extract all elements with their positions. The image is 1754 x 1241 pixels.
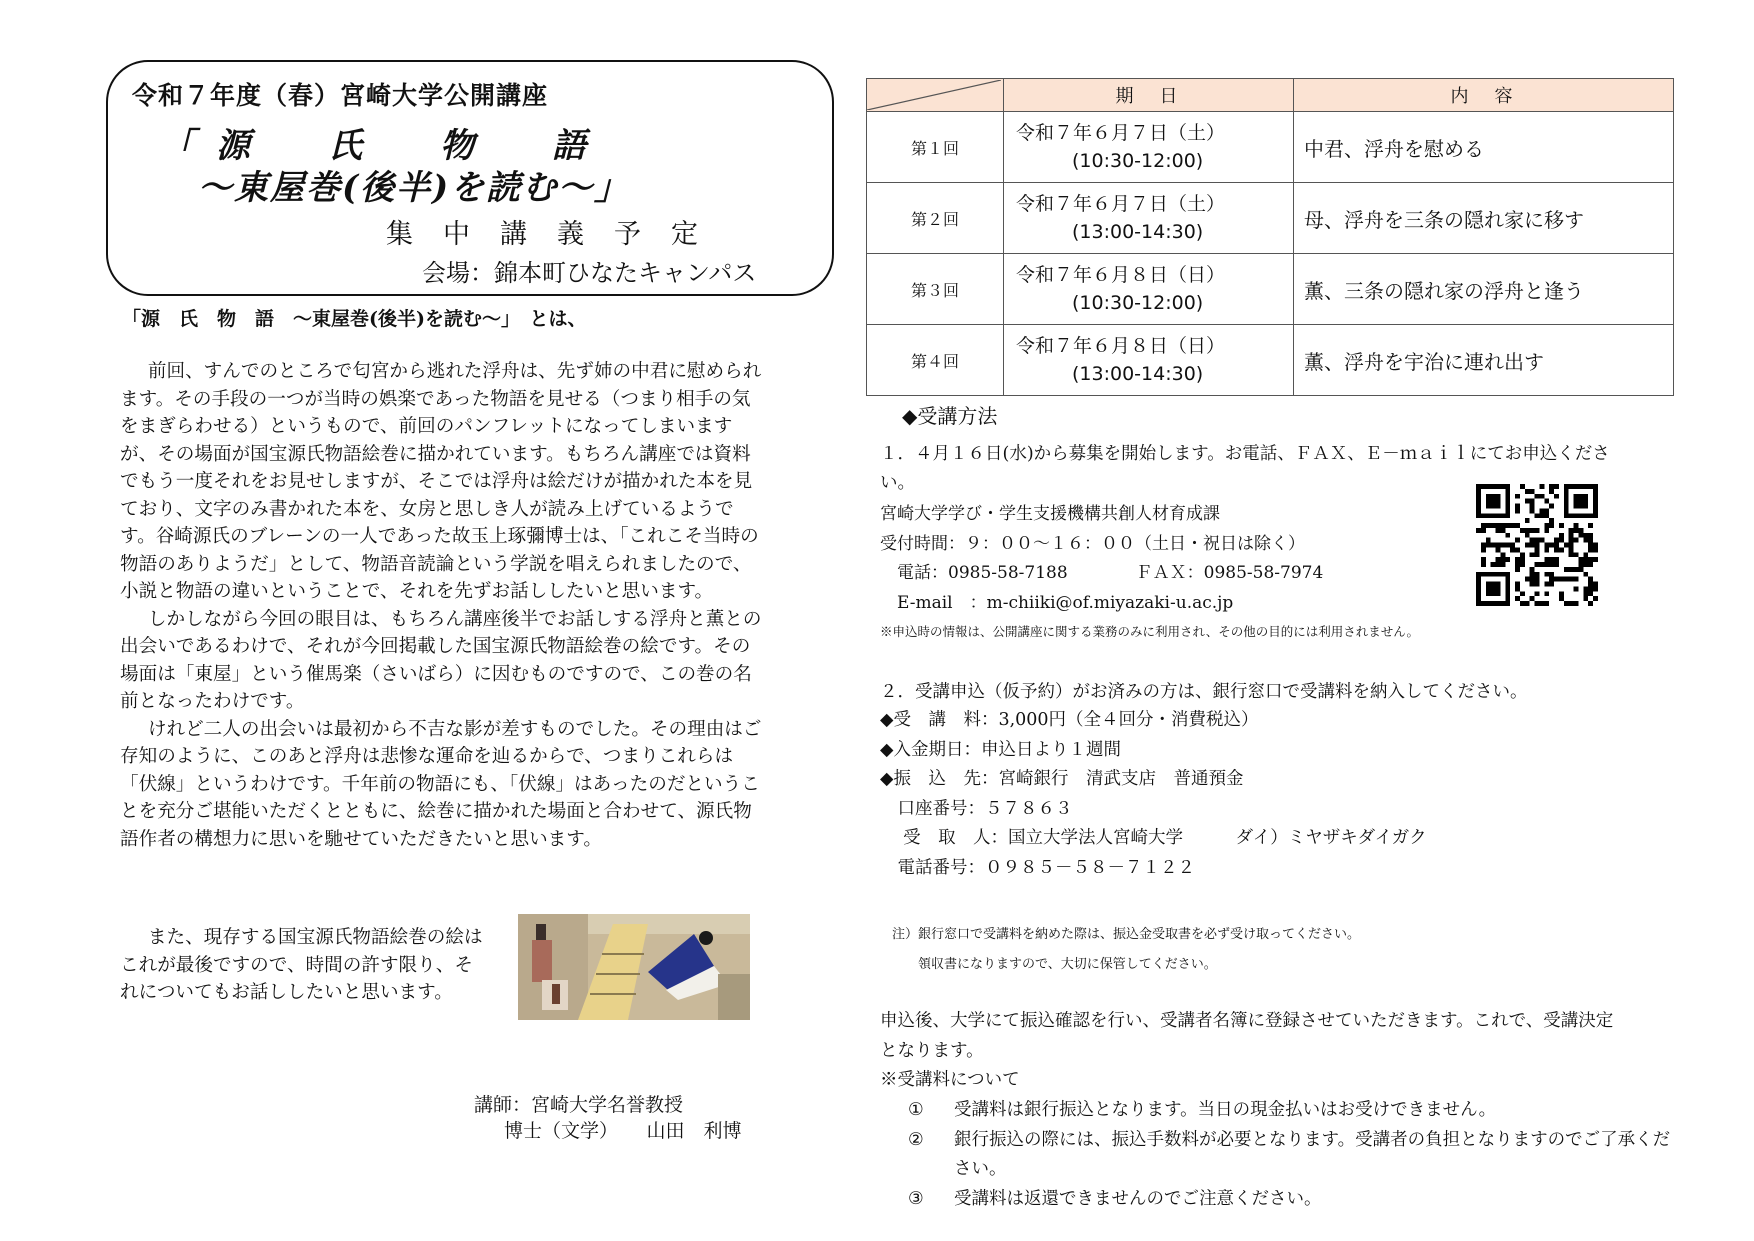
title-line4: 集中講義予定 — [386, 219, 728, 250]
list-item — [908, 1185, 1674, 1215]
header-date: 期 日 — [1004, 79, 1294, 112]
paragraph-3: けれど二人の出会いは最初から不吉な影が差すものでした。その理由はご存知のように、このあと浮舟は悲惨な運命を辿るからで、つまりこれらは「伏線」というわけです。千年前の物語にも、「伏線」はあったのだということを充分ご堪能いただくとともに、絵巻に描かれた場面と合わせて、源氏物語作者の構想力に思いを馳せていただきたいと思います。 — [120, 718, 762, 850]
office-hours: 受付時間：９：００〜１６：００（土日・祝日は除く） — [880, 533, 1305, 554]
lead-heading: 「源 氏 物 語 〜東屋巻(後半)を読む〜」 とは、 — [122, 308, 587, 330]
header-content: 内 容 — [1294, 79, 1674, 112]
table-header-row — [867, 79, 1674, 112]
session-number: 第４回 — [867, 325, 1004, 396]
rule-text: 銀行振込の際には、振込手数料が必要となります。受講者の負担となりますのでご了承ください。 — [954, 1129, 1671, 1179]
step2-text: ２．受講申込（仮予約）がお済みの方は、銀行窓口で受講料を納入してください。 — [880, 682, 1528, 702]
title-line2: 「源 氏 物 語 — [160, 126, 608, 166]
lecturer-title: 講師：宮崎大学名誉教授 — [474, 1094, 684, 1116]
note-line-b: 領収書になりますので、大切に保管してください。 — [892, 957, 1217, 972]
session-date — [1004, 183, 1294, 254]
intro-body — [120, 358, 768, 853]
email-address[interactable]: E-mail ：m-chiiki@of.miyazaki-u.ac.jp — [880, 592, 1234, 613]
session-number: 第２回 — [867, 183, 1004, 254]
session-content: 中君、浮舟を慰める — [1294, 112, 1674, 183]
time-text: (13:00-14:30) — [1072, 221, 1204, 243]
payee-tel: 電話番号：０９８５－５８－７１２２ — [880, 857, 1195, 878]
rule-text: 受講料は銀行振込となります。当日の現金払いはお受けできません。 — [954, 1100, 1497, 1120]
fee-notes-title: ※受講料について — [880, 1070, 1020, 1090]
table-row — [867, 325, 1674, 396]
rule-number: ② — [908, 1129, 924, 1150]
header-corner — [867, 79, 1004, 112]
time-text: (13:00-14:30) — [1072, 363, 1204, 385]
bank: ◆振 込 先：宮崎銀行 清武支店 普通預金 — [880, 769, 1244, 789]
session-content: 薫、浮舟を宇治に連れ出す — [1294, 325, 1674, 396]
account-number: 口座番号：５７８６３ — [880, 798, 1073, 819]
session-date — [1004, 254, 1294, 325]
title-line1: 令和７年度（春）宮崎大学公開講座 — [132, 81, 549, 110]
note-line-a: 注）銀行窓口で受講料を納めた際は、振込金受取書を必ず受け取ってください。 — [892, 927, 1361, 942]
time-text: (10:30-12:00) — [1072, 150, 1204, 172]
session-content: 母、浮舟を三条の隠れ家に移す — [1294, 183, 1674, 254]
payee: 受 取 人：国立大学法人宮崎大学 ダイ）ミヤザキダイガク — [880, 828, 1427, 848]
session-number: 第１回 — [867, 112, 1004, 183]
qr-code[interactable] — [1476, 484, 1598, 606]
list-item — [908, 1126, 1674, 1185]
date-text: 令和７年６月７日（土） — [1016, 193, 1226, 215]
bank-note — [892, 920, 1360, 980]
table-row — [867, 112, 1674, 183]
lecturer-name: 博士（文学） 山田 利博 — [504, 1120, 742, 1142]
payment-details — [880, 706, 1427, 883]
method-title: ◆受講方法 — [902, 404, 998, 428]
rule-text: 受講料は返還できませんのでご注意ください。 — [954, 1188, 1322, 1209]
diagonal-line — [867, 80, 1001, 110]
contact-info — [880, 500, 1323, 618]
time-text: (10:30-12:00) — [1072, 292, 1204, 314]
session-number: 第３回 — [867, 254, 1004, 325]
date-text: 令和７年６月７日（土） — [1016, 122, 1226, 144]
step1-text: １．４月１６日(水)から募集を開始します。お電話、ＦＡＸ、Ｅ－ｍａｉｌにてお申込ください。 — [880, 444, 1610, 493]
session-date — [1004, 112, 1294, 183]
rule-number: ① — [908, 1100, 924, 1120]
table-row — [867, 254, 1674, 325]
paragraph-2: しかしながら今回の眼目は、もちろん講座後半でお話しする浮舟と薫との出会いであるわけで、それが今回掲載した国宝源氏物語絵巻の絵です。その場面は「東屋」という催馬楽（さいばら）に因むものですので、この巻の名前となったわけです。 — [120, 608, 762, 712]
venue: 会場：錦本町ひなたキャンパス — [422, 259, 757, 287]
fee-rules — [908, 1096, 1674, 1214]
emaki-illustration — [518, 914, 750, 1020]
table-row — [867, 183, 1674, 254]
title-line3: 〜東屋巻(後半)を読む〜」 — [198, 168, 631, 208]
rule-number: ③ — [908, 1188, 924, 1209]
paragraph-4: また、現存する国宝源氏物語絵巻の絵はこれが最後ですので、時間の許す限り、それについてもお話ししたいと思います。 — [120, 927, 483, 1003]
list-item — [908, 1096, 1674, 1126]
deadline: ◆入金期日：申込日より１週間 — [880, 739, 1121, 760]
org-name: 宮崎大学学び・学生支援機構共創人材育成課 — [880, 504, 1220, 524]
fee: ◆受 講 料：3,000円（全４回分・消費税込） — [880, 710, 1259, 730]
date-text: 令和７年６月８日（日） — [1016, 335, 1226, 357]
session-content: 薫、三条の隠れ家の浮舟と逢う — [1294, 254, 1674, 325]
schedule-table — [866, 78, 1674, 396]
paragraph-1: 前回、すんでのところで匂宮から逃れた浮舟は、先ず姉の中君に慰められます。その手段の一つが当時の娯楽であった物語を見せる（つまり相手の気をまぎらわせる）というもので、前回のパンフレットになってしまいますが、その場面が国宝源氏物語絵巻に描かれています。もちろん講座では資料でもう一度それをお見せしますが、そこでは浮舟は絵だけが描かれた本を見ており、文字のみ書かれた本を、女房と思しき人が読み上げているようです。谷崎源氏のブレーンの一人であった故玉上琢彌博士は、「これこそ当時の物語のありようだ」として、物語音読論という学説を唱えられましたので、小説と物語の違いということで、それを先ずお話ししたいと思います。 — [120, 361, 762, 602]
session-date — [1004, 325, 1294, 396]
privacy-note: ※申込時の情報は、公開講座に関する業務のみに利用され、その他の目的には利用されません。 — [880, 624, 1420, 639]
date-text: 令和７年６月８日（日） — [1016, 264, 1226, 286]
phone-fax: 電話：0985-58-7188 ＦＡＸ：0985-58-7974 — [880, 563, 1324, 583]
after-application: 申込後、大学にて振込確認を行い、受講者名簿に登録させていただきます。これで、受講決定となります。 — [880, 1011, 1614, 1061]
